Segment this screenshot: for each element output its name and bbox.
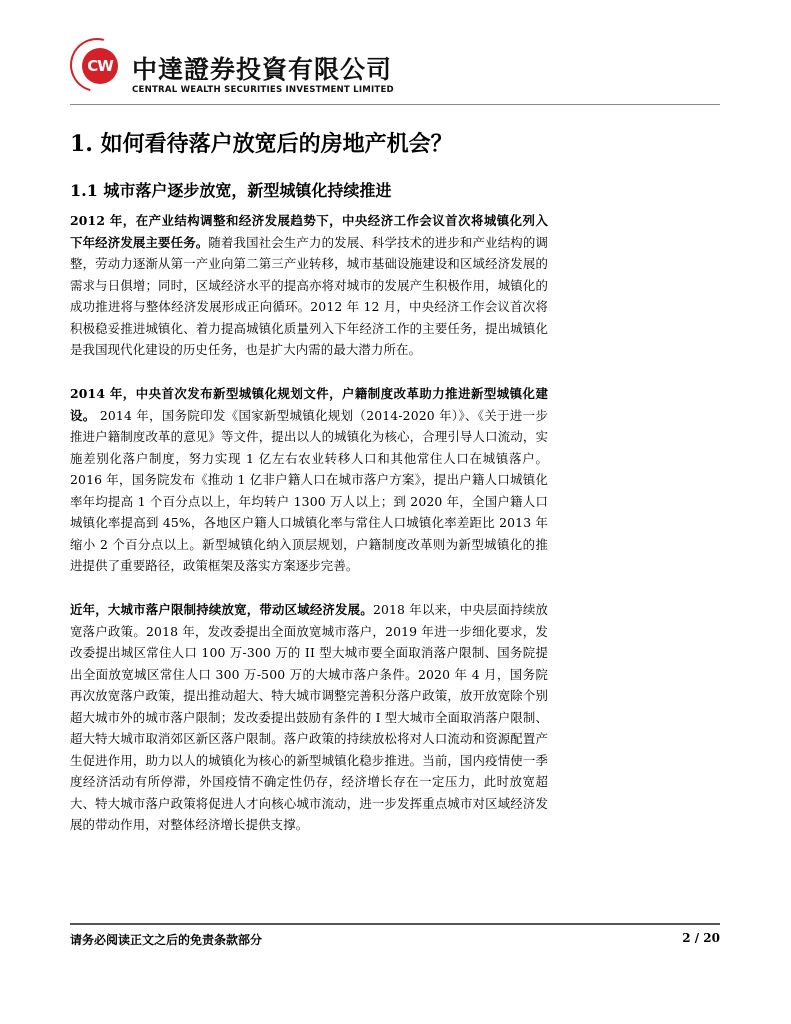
paragraph-body: 2014 年，国务院印发《国家新型城镇化规划（2014-2020 年）》、《关于进一步推进户籍制度改革的意见》等文件，提出以人的城镇化为核心，合理引导人口流动，实施差别化落户制度，努力实现 1 亿左右农业转移人口和其他常住人口在城镇落户。2016 年，国务院发布《推动 1 亿非户籍人口在城市落户方案》，提出户籍人口城镇化率年均提高 1 个百分点以上，年均转户 1300 万人以上；到 2020 年，全国户籍人口城镇化率提高到 45%，各地区户籍人口城镇化率与常住人口城镇化率差距比 2013 年缩小 2 个百分点以上。新型城镇化纳入顶层规划，户籍制度改革则为新型城镇化的推进提供了重要路径，政策框架及落实方案逐步完善。	[70, 407, 548, 573]
paragraph-lead: 2014 年，中央首次发布新型城镇化规划文件，户籍制度改革助力推进新型城镇化建设。	[70, 386, 548, 423]
paragraph	[70, 599, 548, 836]
company-logo: CW	[82, 48, 118, 84]
paragraph-body: 随着我国社会生产力的发展、科学技术的进步和产业结构的调整，劳动力逐渐从第一产业向第二第三产业转移，城市基础设施建设和区域经济发展的需求与日俱增；同时，区域经济水平的提高亦将对城市的发展产生积极作用，城镇化的成功推进将与整体经济发展形成正向循环。2012 年 12 月，中央经济工作会议首次将积极稳妥推进城镇化、着力提高城镇化质量列入下年经济工作的主要任务，提出城镇化是我国现代化建设的历史任务，也是扩大内需的最大潜力所在。	[70, 234, 548, 357]
paragraph-lead: 2012 年，在产业结构调整和经济发展趋势下，中央经济工作会议首次将城镇化列入下年经济发展主要任务。	[70, 213, 548, 250]
page-number: 2 / 20	[682, 931, 720, 945]
page-header	[70, 36, 720, 106]
subsection-title: 1.1 城市落户逐步放宽，新型城镇化持续推进	[70, 181, 392, 200]
company-name-cn: 中達證券投資有限公司	[132, 55, 393, 84]
disclaimer-notice: 请务必阅读正文之后的免责条款部分	[70, 933, 263, 947]
paragraph-body: 2018 年以来，中央层面持续放宽落户政策。2018 年，发改委提出全面放宽城市落户，2019 年进一步细化要求，发改委提出城区常住人口 100 万-300 万的 II 型大城市要全面取消落户限制、国务院提出全面放宽城区常住人口 300 万-500 万的大城市落户条件。2020 年 4 月，国务院再次放宽落户政策，提出推动超大、特大城市调整完善积分落户政策，放开放宽除个别超大城市外的城市落户限制；发改委提出鼓励有条件的 I 型大城市全面取消落户限制、超大特大城市取消郊区新区落户限制。落户政策的持续放松将对人口流动和资源配置产生促进作用，助力以人的城镇化为核心的新型城镇化稳步推进。当前，国内疫情使一季度经济活动有所停滞，外国疫情不确定性仍存，经济增长存在一定压力，此时放宽超大、特大城市落户政策将促进人才向核心城市流动，进一步发挥重点城市对区域经济发展的带动作用，对整体经济增长提供支撑。	[70, 602, 548, 832]
paragraph	[70, 383, 548, 577]
footer-divider	[70, 923, 720, 925]
paragraph	[70, 210, 548, 361]
section-title: 1. 如何看待落户放宽后的房地产机会？	[70, 131, 453, 157]
company-name-en: CENTRAL WEALTH SECURITIES INVESTMENT LIMITED	[132, 85, 394, 95]
paragraph-lead: 近年，大城市落户限制持续放宽，带动区域经济发展。	[70, 602, 373, 617]
header-divider	[70, 104, 720, 105]
